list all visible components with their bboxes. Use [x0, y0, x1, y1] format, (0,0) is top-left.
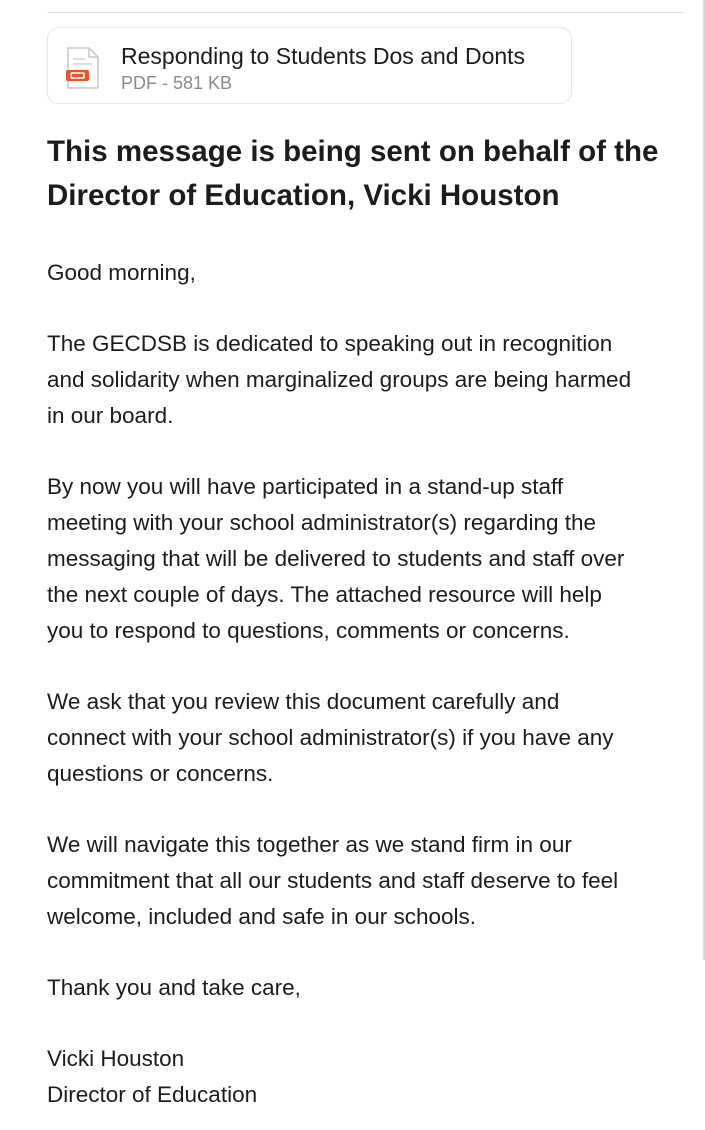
paragraph-line: The GECDSB is dedicated to speaking out in recognition: [47, 331, 613, 356]
paragraph-line: meeting with your school administrator(s) regarding the: [47, 510, 596, 535]
paragraph-line: you to respond to questions, comments or concerns.: [47, 618, 570, 643]
paragraph-line: messaging that will be delivered to students and staff over: [47, 546, 625, 571]
greeting: [47, 255, 697, 291]
paragraph-line: welcome, included and safe in our schools.: [47, 904, 476, 929]
paragraph-4: [47, 827, 697, 935]
paragraph-line: By now you will have participated in a stand-up staff: [47, 474, 564, 499]
pdf-attachment[interactable]: [47, 27, 572, 104]
pdf-file-icon: [65, 46, 101, 90]
paragraph-line: the next couple of days. The attached resource will help: [47, 582, 602, 607]
paragraph-line: and solidarity when marginalized groups are being harmed: [47, 367, 632, 392]
paragraph-line: in our board.: [47, 403, 174, 428]
closing: [47, 970, 697, 1006]
paragraph-1: [47, 326, 697, 434]
message-headline: [47, 130, 697, 218]
paragraph-line: commitment that all our students and staff deserve to feel: [47, 868, 619, 893]
headline-line: This message is being sent on behalf of the: [47, 135, 659, 168]
paragraph-3: [47, 684, 697, 792]
headline-line: Director of Education, Vicki Houston: [47, 179, 560, 212]
attachment-name[interactable]: Responding to Students Dos and Donts: [121, 43, 526, 69]
paragraph-line: connect with your school administrator(s) if you have any: [47, 725, 614, 750]
attachment-meta: PDF - 581 KB: [121, 73, 233, 93]
greeting-text: Good morning,: [47, 260, 196, 285]
signature-name: Vicki Houston: [47, 1046, 185, 1071]
top-divider: [47, 12, 685, 13]
signature: [47, 1041, 697, 1113]
signature-title: Director of Education: [47, 1082, 258, 1107]
message-body: [47, 255, 697, 1113]
paragraph-line: We will navigate this together as we stand firm in our: [47, 832, 572, 857]
closing-text: Thank you and take care,: [47, 975, 301, 1000]
paragraph-2: [47, 469, 697, 649]
paragraph-line: We ask that you review this document carefully and: [47, 689, 560, 714]
paragraph-line: questions or concerns.: [47, 761, 274, 786]
